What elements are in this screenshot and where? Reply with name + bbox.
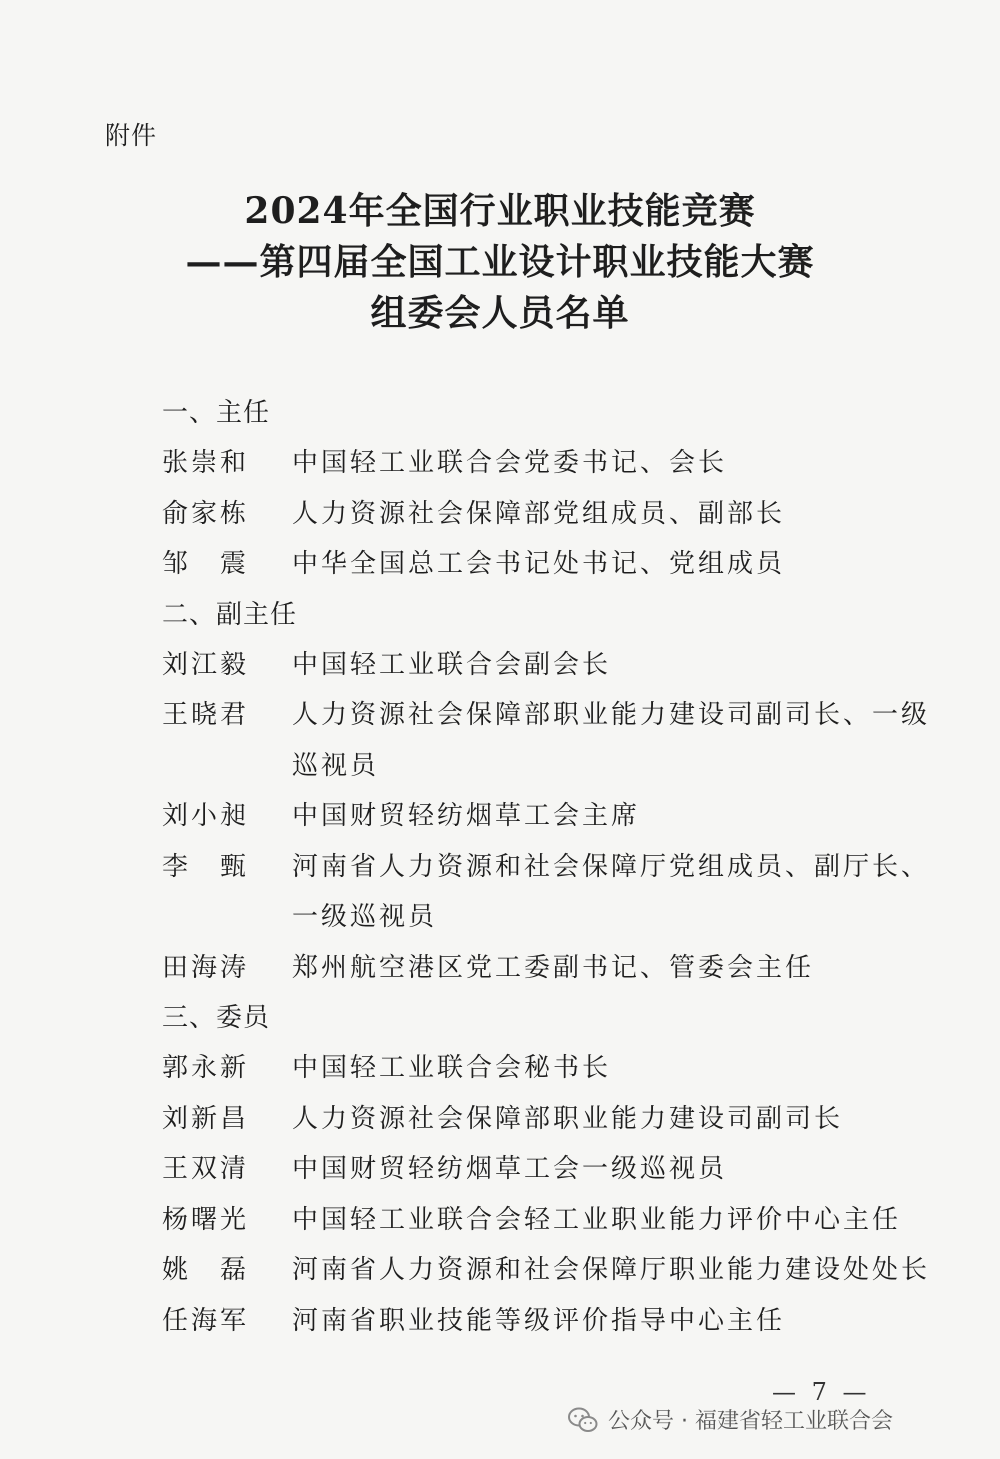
list-item	[162, 438, 942, 489]
section-heading-director: 一、主任	[162, 398, 271, 428]
member-name: 王晓君	[162, 700, 250, 730]
member-name: 刘新昌	[162, 1103, 250, 1134]
list-item	[162, 791, 942, 842]
title-line-1: 2024年全国行业职业技能竞赛	[244, 190, 756, 232]
list-item	[162, 539, 942, 590]
list-item	[162, 1195, 942, 1246]
list-item	[162, 943, 942, 994]
member-name: 俞家栋	[162, 498, 250, 529]
title-line-3: 组委会人员名单	[370, 292, 630, 334]
list-item	[162, 489, 942, 540]
member-name: 邹 震	[162, 549, 250, 579]
list-item	[162, 1144, 942, 1195]
member-name: 李 甄	[162, 851, 250, 882]
document-title	[0, 186, 1000, 339]
member-name: 田海涛	[162, 952, 250, 983]
member-name: 刘江毅	[162, 649, 250, 680]
member-name: 杨曙光	[162, 1204, 250, 1235]
page-number: — 7 —	[772, 1378, 871, 1406]
member-role: 中国轻工业联合会秘书长	[292, 1053, 612, 1083]
member-role: 人力资源社会保障部职业能力建设司副司长	[292, 1103, 844, 1134]
member-role: 中国轻工业联合会党委书记、会长	[292, 448, 728, 478]
title-line-2: ——第四届全国工业设计职业技能大赛	[185, 241, 815, 283]
list-item	[162, 1094, 942, 1145]
watermark	[568, 1404, 893, 1435]
list-item	[162, 1043, 942, 1094]
list-item	[162, 1245, 942, 1296]
list-item	[162, 1296, 942, 1347]
member-role: 中国财贸轻纺烟草工会主席	[292, 801, 641, 831]
member-name: 王双清	[162, 1154, 250, 1184]
member-role: 中国轻工业联合会轻工业职业能力评价中心主任	[292, 1204, 902, 1235]
member-role: 河南省人力资源和社会保障厅党组成员、副厅长、一级巡视员	[292, 851, 931, 932]
member-role: 河南省人力资源和社会保障厅职业能力建设处处长	[292, 1255, 931, 1285]
list-item	[162, 690, 942, 791]
list-item	[162, 842, 942, 943]
wechat-icon	[568, 1407, 598, 1433]
member-name: 姚 磊	[162, 1255, 250, 1285]
member-role: 人力资源社会保障部职业能力建设司副司长、一级巡视员	[292, 700, 931, 781]
watermark-text: 公众号 · 福建省轻工业联合会	[608, 1409, 893, 1434]
member-role: 中国财贸轻纺烟草工会一级巡视员	[292, 1154, 728, 1184]
member-role: 中国轻工业联合会副会长	[292, 649, 612, 680]
member-name: 张崇和	[162, 448, 250, 478]
member-name: 郭永新	[162, 1053, 250, 1083]
section-heading-deputy-director: 二、副主任	[162, 599, 298, 630]
section-heading-committee-members: 三、委员	[162, 1003, 271, 1033]
member-role: 郑州航空港区党工委副书记、管委会主任	[292, 952, 815, 983]
member-name: 刘小昶	[162, 801, 250, 831]
member-role: 河南省职业技能等级评价指导中心主任	[292, 1305, 786, 1336]
list-item	[162, 640, 942, 691]
member-name: 任海军	[162, 1305, 250, 1336]
member-list	[162, 388, 942, 1346]
member-role: 人力资源社会保障部党组成员、副部长	[292, 498, 786, 529]
member-role: 中华全国总工会书记处书记、党组成员	[292, 549, 786, 579]
attachment-label: 附件	[105, 121, 158, 150]
